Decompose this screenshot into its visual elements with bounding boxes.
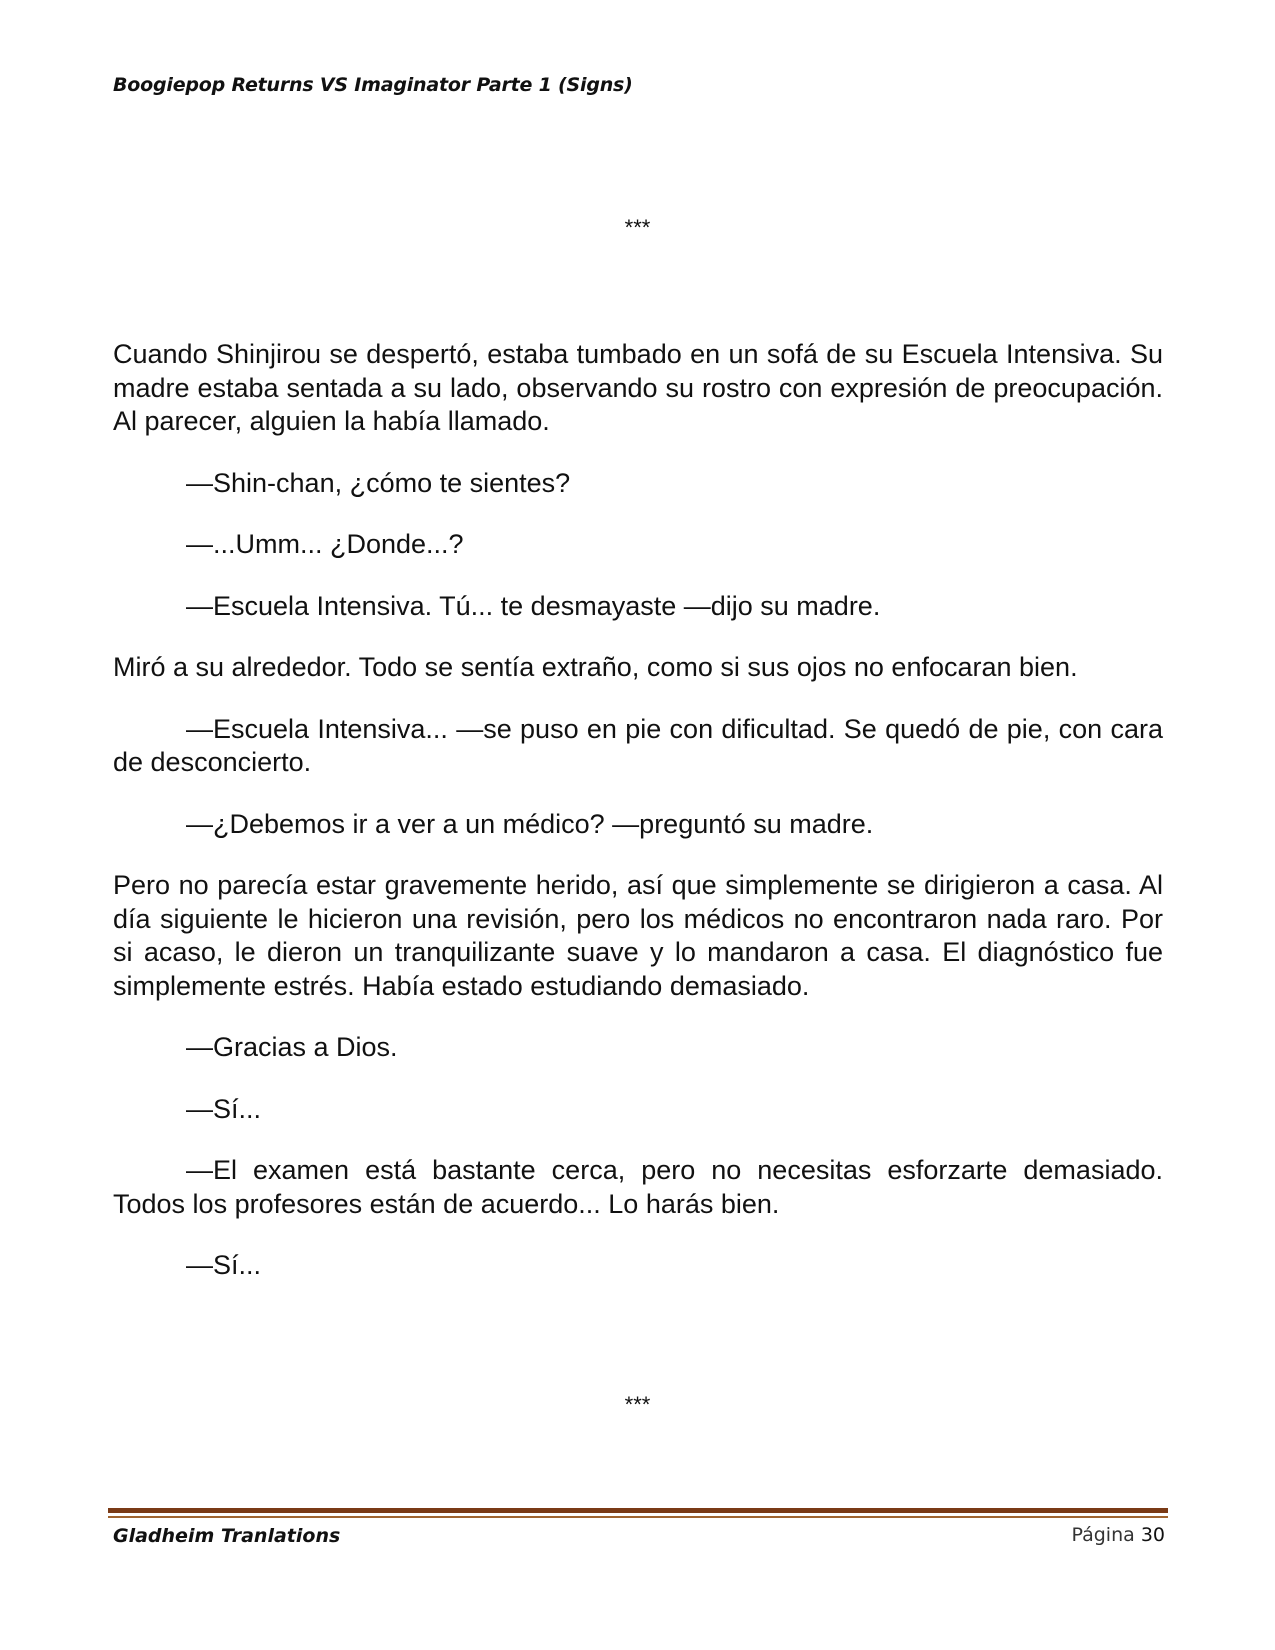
footer-rule-thin [108,1516,1168,1518]
dialogue-line: —Shin-chan, ¿cómo te sientes? [186,467,571,498]
dialogue-line: —Gracias a Dios. [186,1032,398,1062]
paragraph: Cuando Shinjirou se despertó, estaba tumbado en un sofá de su Escuela Intensiva. Su madre estaba sentada a su lado, observando su rostro con expresión de preocupación. Al parecer, alguien la había llamado. [113,339,1163,436]
page-number-value: 30 [1140,1524,1165,1546]
dialogue-line: —Escuela Intensiva. Tú... te desmayaste —dijo su madre. [186,590,881,621]
dialogue-line: —Escuela Intensiva... —se puso en pie con dificultad. Se quedó de pie, con cara de desconcierto. [113,713,1163,777]
document-body [113,338,1163,1311]
page-number [1071,1524,1165,1546]
footer-rule [108,1508,1168,1513]
paragraph: Miró a su alrededor. Todo se sentía extraño, como si sus ojos no enfocaran bien. [113,652,1078,682]
dialogue-line: —¿Debemos ir a ver a un médico? —preguntó su madre. [186,808,874,839]
dialogue-line: —Sí... [186,1093,262,1124]
paragraph: Pero no parecía estar gravemente herido, así que simplemente se dirigieron a casa. Al día siguiente le hicieron una revisión, pero los médicos no encontraron nada raro. Por si acaso, le dieron un tranquilizante suave y lo mandaron a casa. El diagnóstico fue simplemente estrés. Había estado estudiando demasiado. [113,870,1163,1001]
page-header-title: Boogiepop Returns VS Imaginator Parte 1 (Signs) [113,74,633,96]
dialogue-line: —...Umm... ¿Donde...? [186,529,464,559]
scene-separator-bottom: *** [624,1392,651,1417]
dialogue-line: —El examen está bastante cerca, pero no necesitas esforzarte demasiado. Todos los profesores están de acuerdo... Lo harás bien. [113,1155,1163,1219]
footer-credit: Gladheim Tranlations [113,1525,341,1547]
dialogue-line: —Sí... [186,1250,262,1280]
page-label: Página [1071,1524,1135,1546]
scene-separator-top: *** [624,215,651,240]
